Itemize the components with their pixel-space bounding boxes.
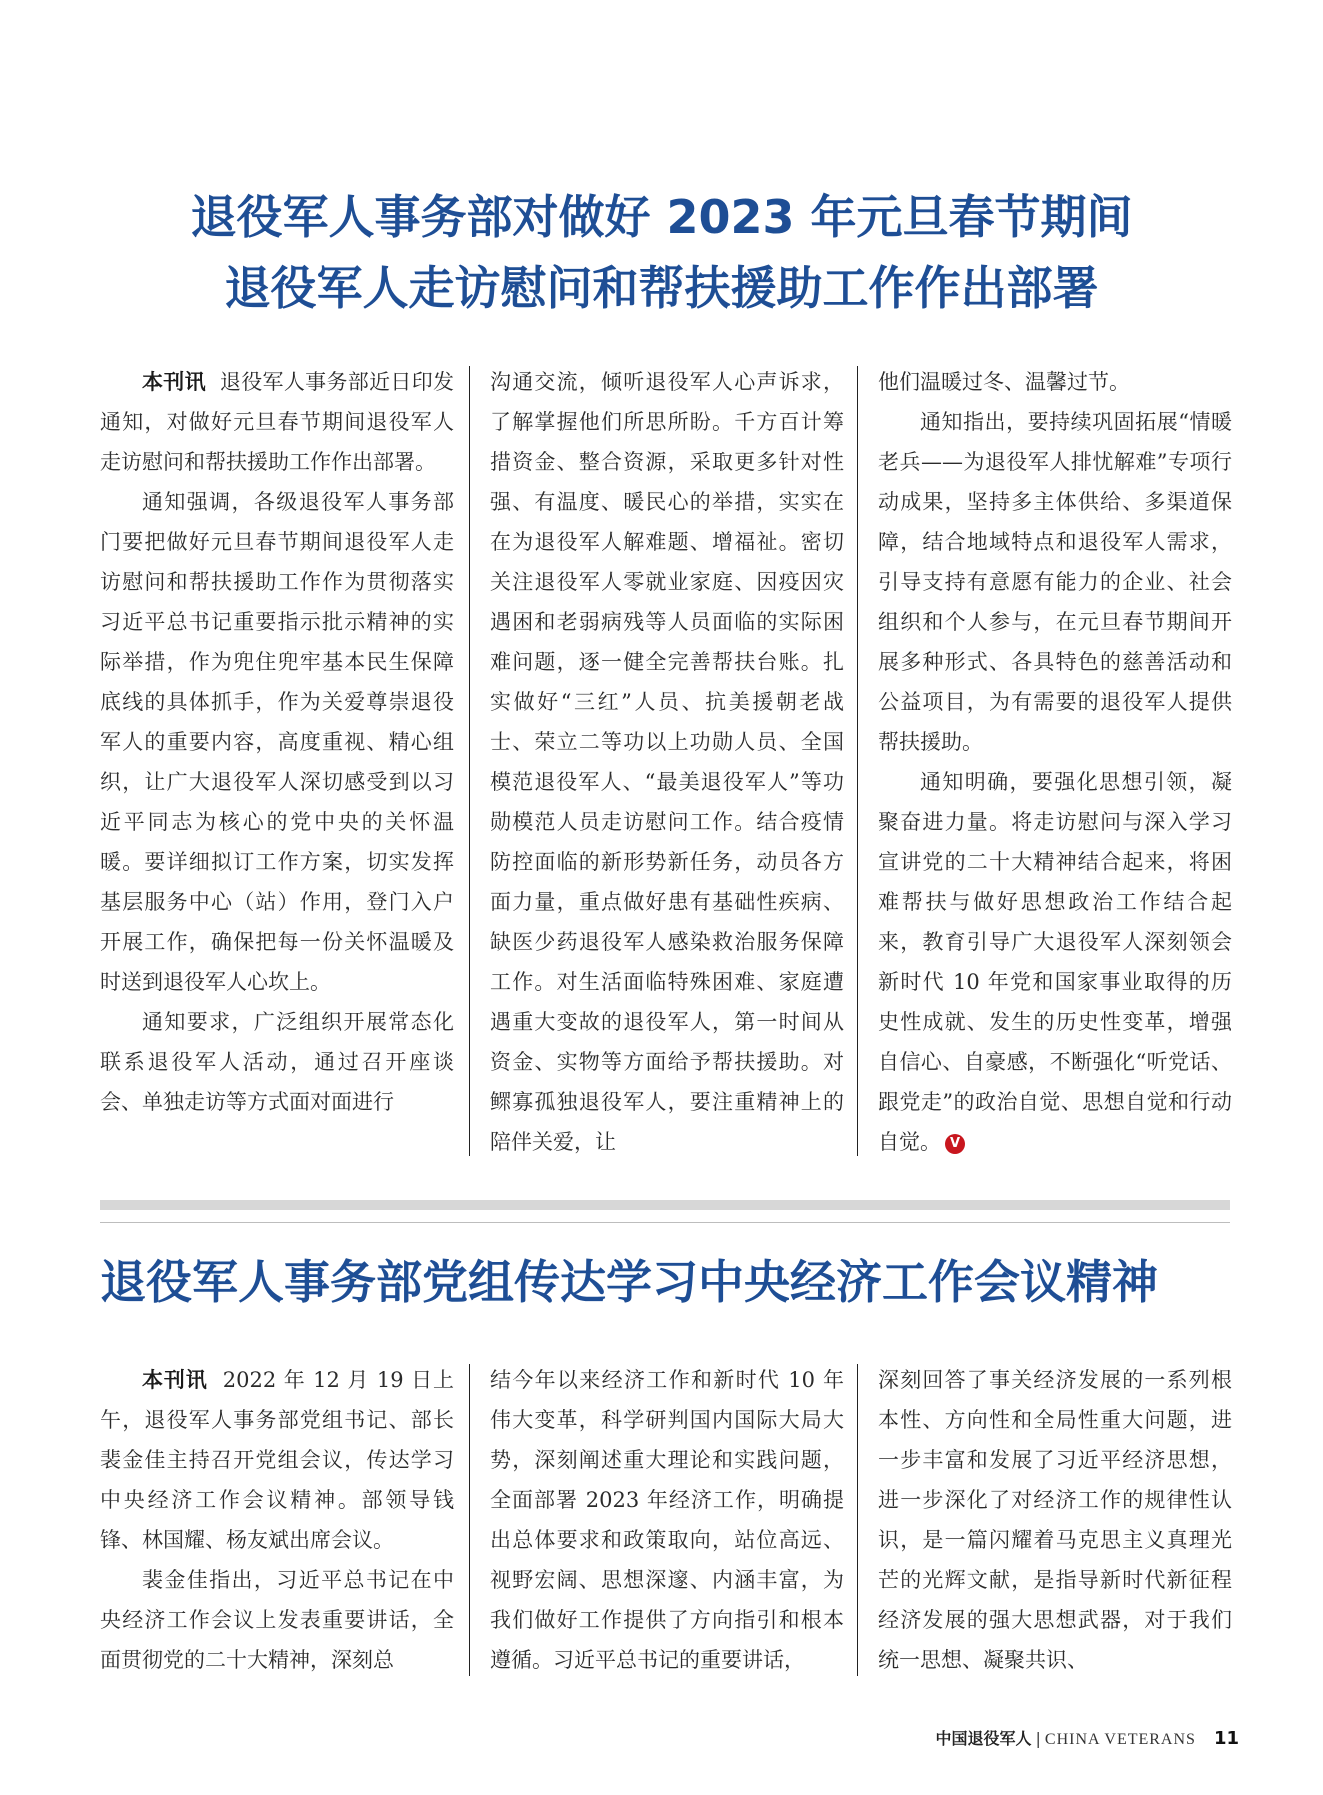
column-divider <box>469 1364 470 1676</box>
paragraph <box>878 762 1232 1162</box>
column-divider <box>469 366 470 1156</box>
section-divider-bar <box>100 1200 1230 1210</box>
article1-title-line1: 退役军人事务部对做好 2023 年元旦春节期间 <box>190 190 1133 244</box>
paragraph: 结今年以来经济工作和新时代 10 年伟大变革，科学研判国内国际大局大势，深刻阐述重大理论和实践问题，全面部署 2023 年经济工作，明确提出总体要求和政策取向，站位高远、视野宏阔、思想深邃、内涵丰富，为我们做好工作提供了方向指引和根本遵循。习近平总书记的重要讲话， <box>490 1368 844 1672</box>
article2-title: 退役军人事务部党组传达学习中央经济工作会议精神 <box>100 1255 1158 1309</box>
magazine-name-english: CHINA VETERANS <box>1044 1731 1196 1748</box>
article1-column-1 <box>100 362 454 1162</box>
paragraph <box>100 1360 454 1560</box>
lead-label: 本刊讯 <box>142 1368 208 1392</box>
column-divider <box>857 1364 858 1676</box>
page-footer <box>935 1728 1239 1751</box>
section-divider-line <box>100 1222 1230 1223</box>
lead-label: 本刊讯 <box>142 370 206 394</box>
article1-column-3 <box>878 362 1232 1162</box>
paragraph: 通知指出，要持续巩固拓展“情暖老兵——为退役军人排忧解难”专项行动成果，坚持多主体供给、多渠道保障，结合地域特点和退役军人需求，引导支持有意愿有能力的企业、社会组织和个人参与，在元旦春节期间开展多种形式、各具特色的慈善活动和公益项目，为有需要的退役军人提供帮扶援助。 <box>878 410 1232 754</box>
paragraph-text: 退役军人事务部近日印发通知，对做好元旦春节期间退役军人走访慰问和帮扶援助工作作出部署。 <box>100 370 454 474</box>
paragraph-text: 2022 年 12 月 19 日上午，退役军人事务部党组书记、部长裴金佳主持召开党组会议，传达学习中央经济工作会议精神。部领导钱锋、林国耀、杨友斌出席会议。 <box>100 1368 454 1552</box>
article1-title-line2: 退役军人走访慰问和帮扶援助工作作出部署 <box>224 261 1099 315</box>
column-divider <box>857 366 858 1156</box>
paragraph: 他们温暖过冬、温馨过节。 <box>878 370 1130 394</box>
page-number: 11 <box>1213 1728 1239 1749</box>
article2-column-1 <box>100 1360 454 1680</box>
paragraph: 通知要求，广泛组织开展常态化联系退役军人活动，通过召开座谈会、单独走访等方式面对面进行 <box>100 1010 454 1114</box>
article1-column-2 <box>490 362 844 1162</box>
article2-column-2 <box>490 1360 844 1680</box>
footer-separator: | <box>1035 1729 1041 1748</box>
paragraph: 沟通交流，倾听退役军人心声诉求，了解掌握他们所思所盼。千方百计筹措资金、整合资源，采取更多针对性强、有温度、暖民心的举措，实实在在为退役军人解难题、增福祉。密切关注退役军人零就业家庭、因疫因灾遇困和老弱病残等人员面临的实际困难问题，逐一健全完善帮扶台账。扎实做好“三红”人员、抗美援朝老战士、荣立二等功以上功勋人员、全国模范退役军人、“最美退役军人”等功勋模范人员走访慰问工作。结合疫情防控面临的新形势新任务，动员各方面力量，重点做好患有基础性疾病、缺医少药退役军人感染救治服务保障工作。对生活面临特殊困难、家庭遭遇重大变故的退役军人，第一时间从资金、实物等方面给予帮扶援助。对鳏寡孤独退役军人，要注重精神上的陪伴关爱，让 <box>490 370 844 1154</box>
magazine-name: 中国退役军人 <box>935 1729 1032 1748</box>
article2-column-3 <box>878 1360 1232 1680</box>
end-mark-icon: V <box>945 1134 965 1154</box>
paragraph <box>100 362 454 482</box>
paragraph: 裴金佳指出，习近平总书记在中央经济工作会议上发表重要讲话，全面贯彻党的二十大精神，深刻总 <box>100 1568 454 1672</box>
paragraph: 通知强调，各级退役军人事务部门要把做好元旦春节期间退役军人走访慰问和帮扶援助工作作为贯彻落实习近平总书记重要指示批示精神的实际举措，作为兜住兜牢基本民生保障底线的具体抓手，作为关爱尊崇退役军人的重要内容，高度重视、精心组织，让广大退役军人深切感受到以习近平同志为核心的党中央的关怀温暖。要详细拟订工作方案，切实发挥基层服务中心（站）作用，登门入户开展工作，确保把每一份关怀温暖及时送到退役军人心坎上。 <box>100 490 454 994</box>
paragraph-text: 通知明确，要强化思想引领，凝聚奋进力量。将走访慰问与深入学习宣讲党的二十大精神结合起来，将困难帮扶与做好思想政治工作结合起来，教育引导广大退役军人深刻领会新时代 10 年党和国家事业取得的历史性成就、发生的历史性变革，增强自信心、自豪感，不断强化“听党话、跟党走”的政治自觉、思想自觉和行动自觉。 <box>878 770 1232 1154</box>
paragraph: 深刻回答了事关经济发展的一系列根本性、方向性和全局性重大问题，进一步丰富和发展了习近平经济思想，进一步深化了对经济工作的规律性认识，是一篇闪耀着马克思主义真理光芒的光辉文献，是指导新时代新征程经济发展的强大思想武器，对于我们统一思想、凝聚共识、 <box>878 1368 1232 1672</box>
